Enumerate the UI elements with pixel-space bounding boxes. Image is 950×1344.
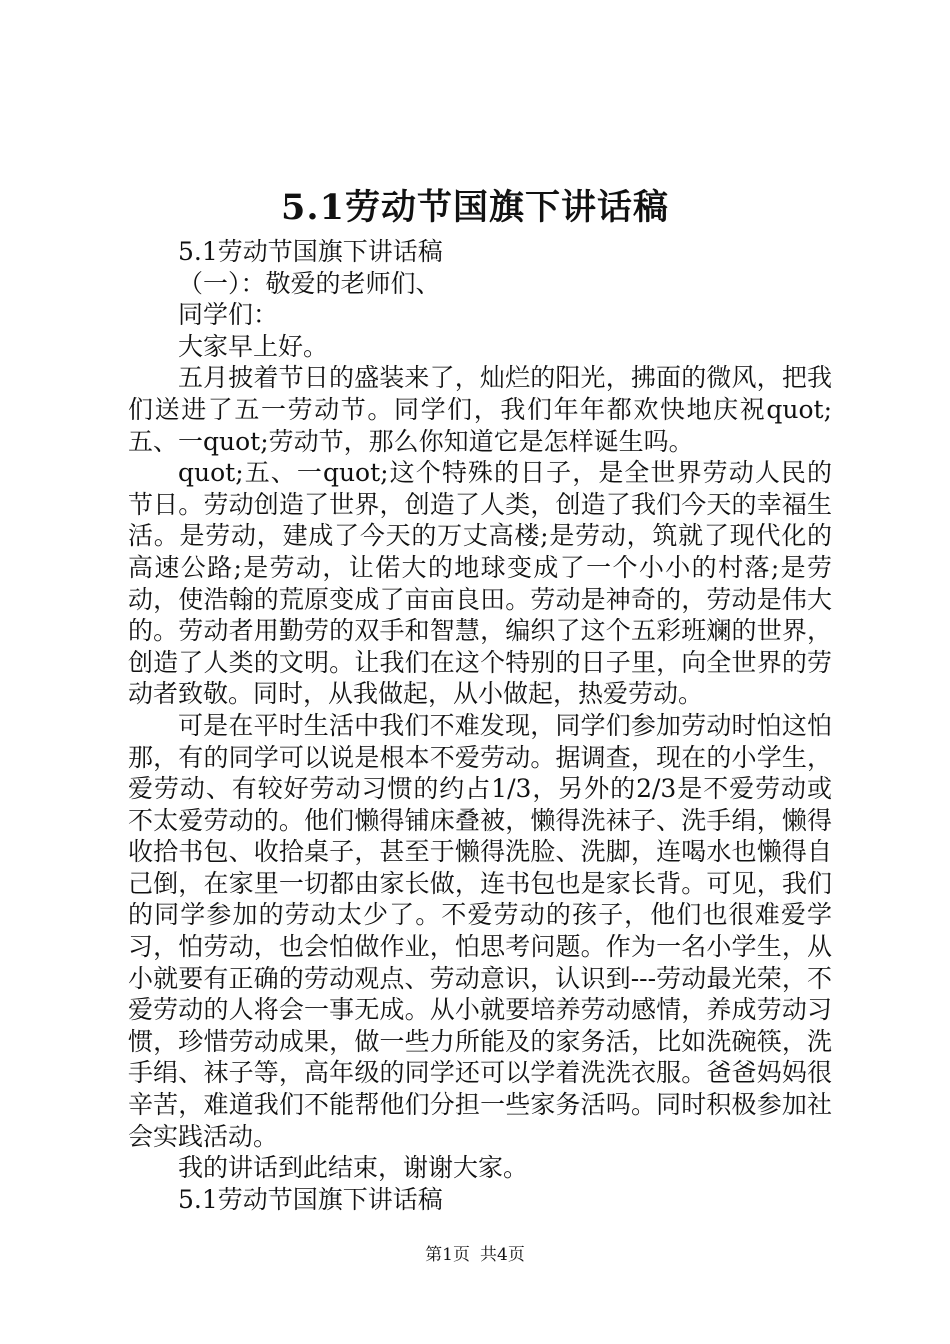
page-total: 共4页 [480, 1245, 525, 1265]
paragraph-intro: 五月披着节日的盛装来了，灿烂的阳光，拂面的微风，把我们送进了五一劳动节。同学们，我们年年都欢快地庆祝quot;五、一quot;劳动节，那么你知道它是怎样诞生吗。 [128, 363, 832, 456]
paragraph-next-heading: 5.1劳动节国旗下讲话稿 [178, 1184, 443, 1214]
document-body [128, 236, 832, 1215]
page-number: 第1页 [425, 1245, 470, 1265]
paragraph-salutation: （一）：敬爱的老师们、 [178, 268, 441, 298]
paragraph-salutation-students: 同学们： [178, 300, 279, 330]
paragraph-greeting: 大家早上好。 [178, 331, 329, 361]
document-title: 5.1劳动节国旗下讲话稿 [281, 187, 669, 228]
paragraph-closing: 我的讲话到此结束，谢谢大家。 [178, 1153, 529, 1183]
paragraph-subtitle: 5.1劳动节国旗下讲话稿 [178, 237, 443, 266]
page-footer [0, 1243, 950, 1267]
paragraph-labor-day: quot;五、一quot;这个特殊的日子，是全世界劳动人民的节日。劳动创造了世界，创造了人类，创造了我们今天的幸福生活。是劳动，建成了今天的万丈高楼;是劳动，筑就了现代化的高速公路;是劳动，让偌大的地球变成了一个小小的村落;是劳动，使浩翰的荒原变成了亩亩良田。劳动是神奇的，劳动是伟大的。劳动者用勤劳的双手和智慧，编织了这个五彩班斓的世界，创造了人类的文明。让我们在这个特别的日子里，向全世界的劳动者致敬。同时，从我做起，从小做起，热爱劳动。 [128, 458, 832, 709]
paragraph-survey: 可是在平时生活中我们不难发现，同学们参加劳动时怕这怕那，有的同学可以说是根本不爱劳动。据调查，现在的小学生，爱劳动、有较好劳动习惯的约占1/3，另外的2/3是不爱劳动或不太爱劳动的。他们懒得铺床叠被，懒得洗袜子、洗手绢，懒得收拾书包、收拾桌子，甚至于懒得洗脸、洗脚，连喝水也懒得自己倒，在家里一切都由家长做，连书包也是家长背。可见，我们的同学参加的劳动太少了。不爱劳动的孩子，他们也很难爱学习，怕劳动，也会怕做作业，怕思考问题。作为一名小学生，从小就要有正确的劳动观点、劳动意识，认识到---劳动最光荣，不爱劳动的人将会一事无成。从小就要培养劳动感情，养成劳动习惯，珍惜劳动成果，做一些力所能及的家务活，比如洗碗筷，洗手绢、袜子等，高年级的同学还可以学着洗洗衣服。爸爸妈妈很辛苦，难道我们不能帮他们分担一些家务活吗。同时积极参加社会实践活动。 [128, 710, 832, 1151]
